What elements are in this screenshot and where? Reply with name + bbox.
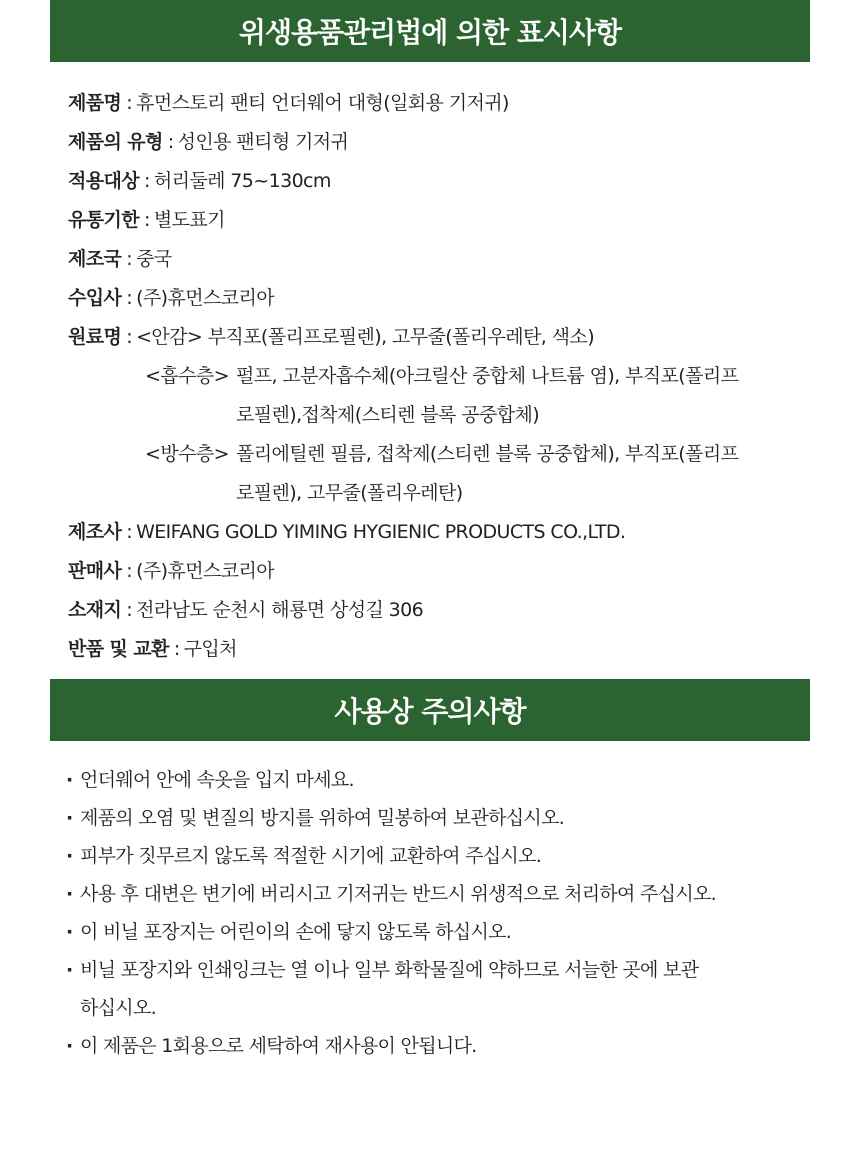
info-row-returns: [68, 630, 808, 669]
info-label: 원료명: [68, 326, 122, 348]
label-section-header: [50, 0, 810, 62]
materials-absorbent-continued: 로필렌),접착제(스티렌 블록 공중합체): [236, 404, 540, 426]
caution-item: · 언더웨어 안에 속옷을 입지 마세요.: [66, 761, 810, 799]
caution-item: · 사용 후 대변은 변기에 버리시고 기저귀는 반드시 위생적으로 처리하여 주십시오.: [66, 875, 810, 913]
info-value: 별도표기: [153, 209, 225, 231]
info-row-materials: [68, 318, 808, 357]
product-info-list: [68, 84, 808, 669]
info-separator: :: [126, 326, 133, 348]
info-row-product-type: [68, 123, 808, 162]
info-label: 소재지: [68, 599, 122, 621]
info-label: 수입사: [68, 287, 122, 309]
caution-item: · 피부가 짓무르지 않도록 적절한 시기에 교환하여 주십시오.: [66, 837, 810, 875]
info-value: WEIFANG GOLD YIMING HYGIENIC PRODUCTS CO.,LTD.: [136, 521, 626, 543]
materials-absorbent-text: 펄프, 고분자흡수체(아크릴산 중합체 나트륨 염), 부직포(폴리프: [236, 365, 739, 387]
caution-item: · 제품의 오염 및 변질의 방지를 위하여 밀봉하여 보관하십시오.: [66, 799, 810, 837]
info-row-seller: [68, 552, 808, 591]
info-label: 제조국: [68, 248, 122, 270]
caution-section-header: [50, 679, 810, 741]
info-separator: :: [126, 92, 133, 114]
info-value: 휴먼스토리 팬티 언더웨어 대형(일회용 기저귀): [136, 92, 509, 114]
info-separator: :: [144, 209, 150, 231]
info-separator: :: [126, 248, 133, 270]
caution-item: [66, 951, 810, 1027]
info-value: 성인용 팬티형 기저귀: [177, 131, 349, 153]
info-label: 판매사: [68, 560, 122, 582]
info-value: (주)휴먼스코리아: [136, 287, 274, 309]
info-label: 반품 및 교환: [68, 638, 169, 660]
info-separator: :: [126, 560, 133, 582]
materials-absorbent-label: <흡수층>: [145, 365, 229, 387]
info-row-country: [68, 240, 808, 279]
info-row-manufacturer: [68, 513, 808, 552]
info-value: 구입처: [183, 638, 237, 660]
materials-waterproof-text: 폴리에틸렌 필름, 접착제(스티렌 블록 공중합체), 부직포(폴리프: [236, 443, 739, 465]
info-value: 중국: [136, 248, 172, 270]
info-row-importer: [68, 279, 808, 318]
info-label: 적용대상: [68, 170, 140, 192]
info-row-expiry: [68, 201, 808, 240]
caution-section-title: 사용상 주의사항: [334, 695, 526, 728]
caution-item-line: · 비닐 포장지와 인쇄잉크는 열 이나 일부 화학물질에 약하므로 서늘한 곳에 보관: [80, 959, 699, 981]
info-value: 전라남도 순천시 해룡면 상성길 306: [136, 599, 424, 621]
info-value: 허리둘레 75~130cm: [153, 170, 331, 192]
info-row-product-name: [68, 84, 808, 123]
info-label: 제조사: [68, 521, 122, 543]
materials-absorbent: [68, 357, 808, 435]
info-separator: :: [144, 170, 150, 192]
materials-waterproof-label: <방수층>: [145, 443, 229, 465]
info-row-target: [68, 162, 808, 201]
materials-inner: <안감> 부직포(폴리프로필렌), 고무줄(폴리우레탄, 색소): [136, 326, 595, 348]
info-row-address: [68, 591, 808, 630]
info-label: 제품명: [68, 92, 122, 114]
info-separator: :: [173, 638, 180, 660]
materials-waterproof-continued: 로필렌), 고무줄(폴리우레탄): [236, 482, 463, 504]
info-separator: :: [126, 287, 133, 309]
caution-list: [66, 761, 810, 1065]
label-section-title: 위생용품관리법에 의한 표시사항: [238, 16, 622, 49]
caution-item: · 이 비닐 포장지는 어린이의 손에 닿지 않도록 하십시오.: [66, 913, 810, 951]
materials-waterproof: [68, 435, 808, 513]
caution-item: · 이 제품은 1회용으로 세탁하여 재사용이 안됩니다.: [66, 1027, 810, 1065]
info-label: 유통기한: [68, 209, 140, 231]
info-label: 제품의 유형: [68, 131, 163, 153]
info-separator: :: [167, 131, 174, 153]
info-separator: :: [126, 521, 133, 543]
info-separator: :: [126, 599, 133, 621]
caution-item-line: 하십시오.: [80, 997, 156, 1019]
info-value: (주)휴먼스코리아: [136, 560, 274, 582]
